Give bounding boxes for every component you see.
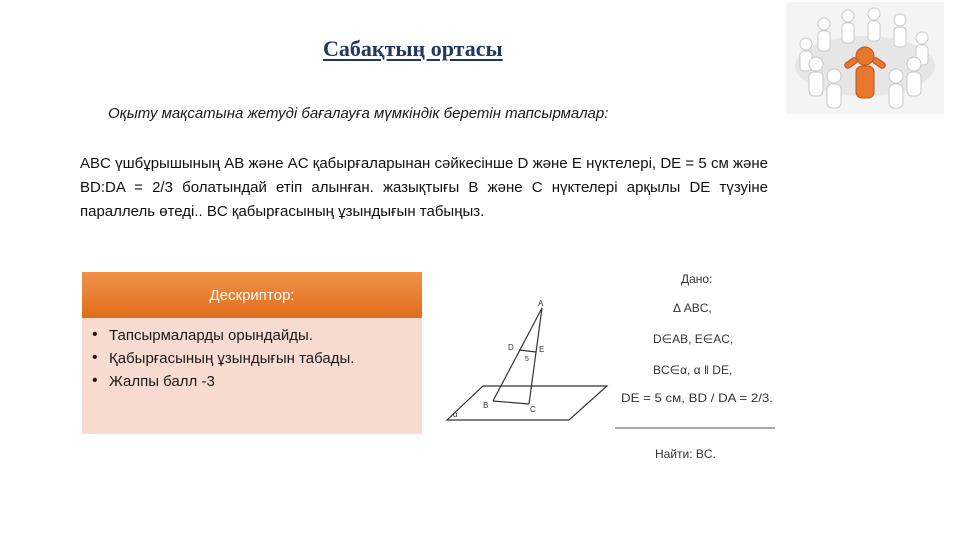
given-heading: Дано: [681, 272, 713, 286]
segment-ab [493, 308, 545, 401]
people-circle-image [786, 2, 944, 114]
given-line: Δ ABC, [673, 301, 712, 315]
segment-bc [493, 401, 529, 404]
descriptor-item: • Қабырғасының ұзындығын табады. [90, 349, 410, 368]
given-line: BC∈α, α ‖ DE, [653, 363, 733, 377]
find-line: Найти: BC. [655, 447, 716, 461]
geometry-problem-image [441, 268, 777, 468]
descriptor-list [82, 326, 422, 391]
task-text: ABC үшбұрышының AB және AC қабырғаларынан сәйкесінше D және E нүктелері, DE = 5 см және BD:DA = 2/3 болатындай етіп алынған. жазықтығы B және C нүктелері арқылы DE түзуіне параллель өтеді.. BC қабырғасының ұзындығын табыңыз. [80, 155, 768, 220]
descriptor-header: Дескриптор: [82, 272, 422, 318]
descriptor-item: • Жалпы балл -3 [90, 372, 410, 391]
label-five: 5 [525, 356, 529, 363]
descriptor-item: • Тапсырмаларды орындайды. [90, 326, 410, 345]
label-b: B [483, 401, 489, 410]
label-c: C [530, 405, 536, 414]
descriptor-box [82, 272, 422, 434]
label-a: A [538, 299, 544, 308]
slide-title: Сабақтың ортасы [323, 36, 503, 61]
task-subtitle: Оқыту мақсатына жетуді бағалауға мүмкіндік беретін тапсырмалар: [108, 105, 609, 122]
geometry-diagram [441, 268, 777, 468]
label-d: D [508, 343, 514, 352]
given-line: DE = 5 см, BD / DA = 2/3. [621, 391, 773, 405]
people-circle-illustration [786, 2, 944, 114]
segment-de [519, 350, 536, 352]
plane-alpha [447, 386, 607, 420]
segment-ac [529, 308, 545, 404]
given-line: D∈AB, E∈AC, [653, 332, 734, 346]
label-e: E [539, 345, 545, 354]
label-alpha: α [453, 410, 458, 419]
